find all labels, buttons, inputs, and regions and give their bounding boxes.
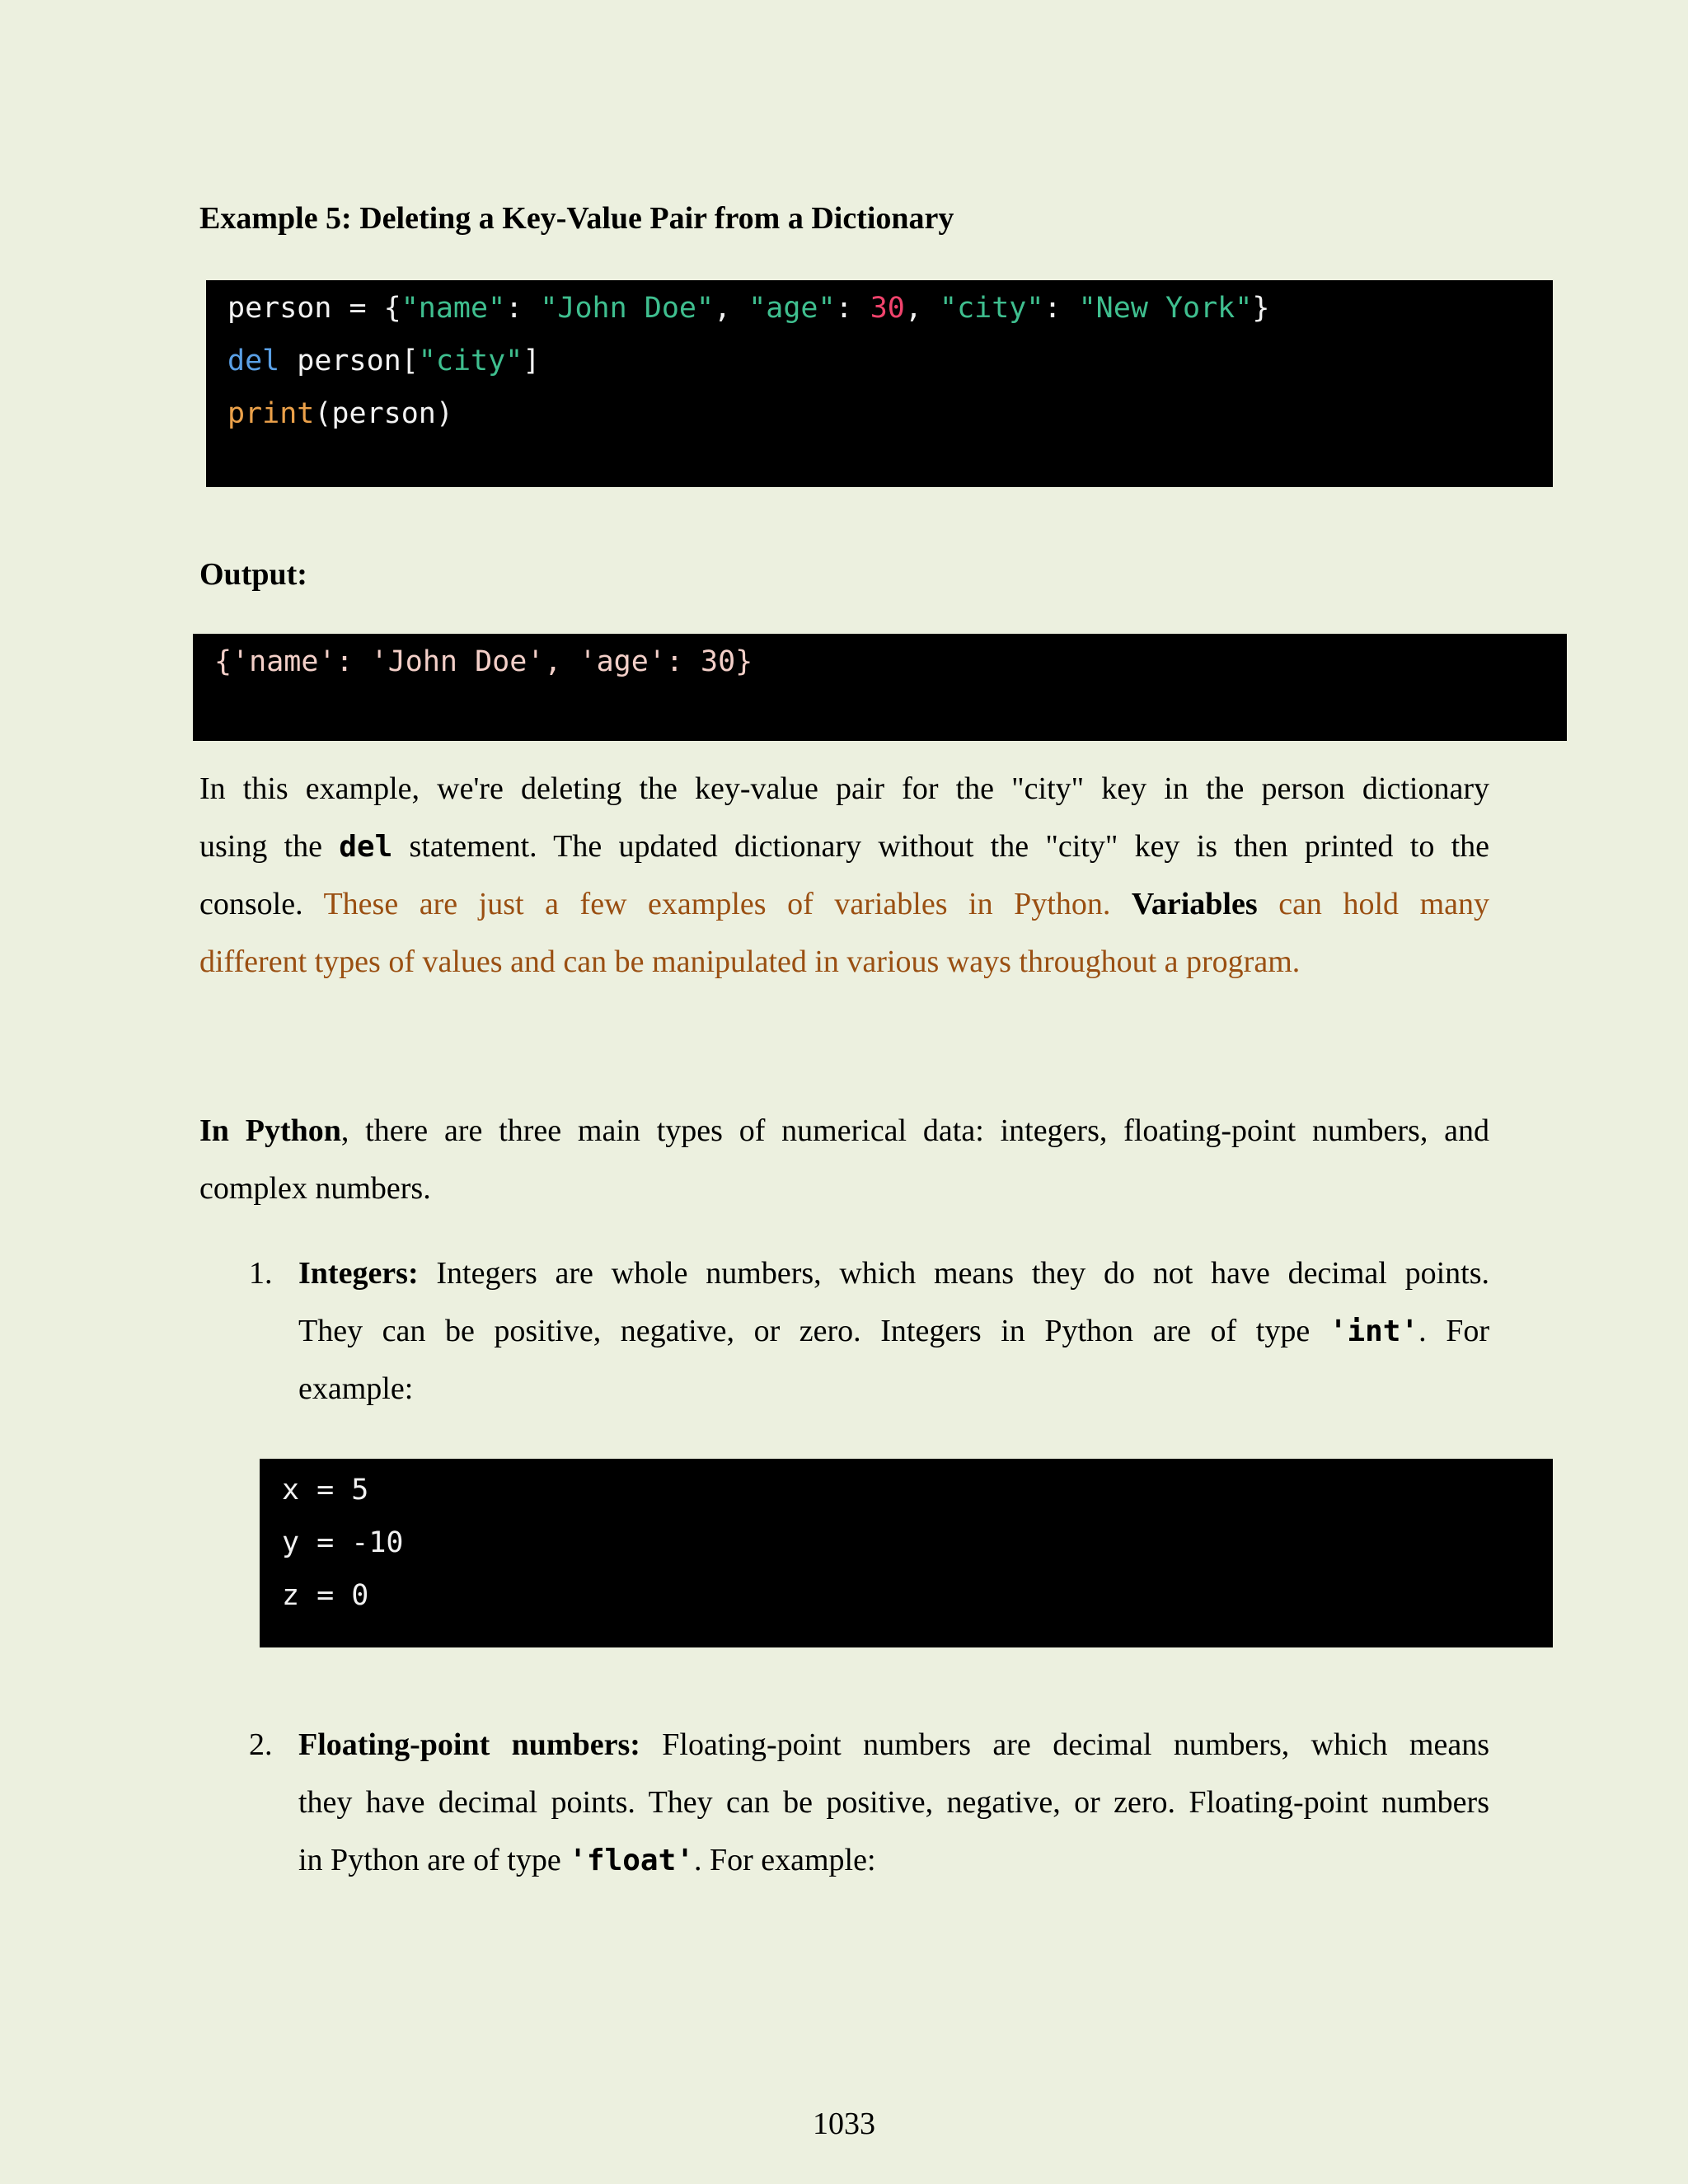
text-run: using the bbox=[199, 829, 340, 864]
code-token-keyword: del bbox=[227, 344, 280, 377]
output-line: {'name': 'John Doe', 'age': 30} bbox=[214, 645, 753, 678]
section-heading: Example 5: Deleting a Key-Value Pair from a Dictionary bbox=[199, 201, 954, 236]
output-block bbox=[193, 634, 1567, 741]
paragraph-line bbox=[199, 875, 1489, 933]
code-token: person[ bbox=[279, 344, 419, 377]
code-token-string: "city" bbox=[418, 344, 523, 377]
code-line-1: x = 5 bbox=[282, 1474, 369, 1507]
bold-term: Variables bbox=[1131, 887, 1258, 921]
code-line-1 bbox=[227, 282, 1553, 335]
code-token: ] bbox=[523, 344, 541, 377]
page-number: 1033 bbox=[813, 2107, 875, 2141]
code-token: , bbox=[714, 292, 749, 325]
paragraph-line bbox=[298, 1302, 1489, 1360]
code-line-2: y = -10 bbox=[282, 1526, 404, 1559]
text-run: Floating-point numbers are decimal numbers, which means bbox=[640, 1727, 1489, 1762]
code-token-number: 30 bbox=[870, 292, 905, 325]
paragraph-line bbox=[298, 1831, 1489, 1889]
list-item-floats bbox=[298, 1716, 1489, 1889]
code-token-string: "name" bbox=[401, 292, 506, 325]
paragraph-line bbox=[199, 1102, 1489, 1160]
code-token: , bbox=[904, 292, 940, 325]
list-number: 2. bbox=[249, 1727, 273, 1762]
code-block-delete-example bbox=[206, 280, 1553, 487]
inline-code: del bbox=[339, 830, 393, 864]
text-run: . For example: bbox=[693, 1843, 876, 1877]
paragraph-line: they have decimal points. They can be positive, negative, or zero. Floating-point numbers bbox=[298, 1785, 1489, 1820]
code-token-string: "New York" bbox=[1078, 292, 1253, 325]
highlighted-text: can hold many bbox=[1278, 887, 1490, 921]
inline-code: 'float' bbox=[569, 1844, 694, 1877]
inline-code: 'int' bbox=[1329, 1315, 1419, 1348]
code-token-function: print bbox=[227, 397, 315, 430]
text-run: . For bbox=[1418, 1314, 1489, 1348]
code-token: : bbox=[1043, 292, 1079, 325]
code-token-string: "age" bbox=[748, 292, 836, 325]
code-line-3 bbox=[227, 387, 1553, 440]
code-token: : bbox=[835, 292, 870, 325]
list-item-title: Integers: bbox=[298, 1256, 419, 1291]
output-label: Output: bbox=[199, 557, 307, 592]
text-run: statement. The updated dictionary without the "city" key is then printed to the bbox=[392, 829, 1489, 864]
code-token: (person) bbox=[314, 397, 453, 430]
list-item-integers bbox=[298, 1244, 1489, 1418]
text-run: in Python are of type bbox=[298, 1843, 570, 1877]
list-number: 1. bbox=[249, 1256, 273, 1291]
highlighted-text: These are just a few examples of variables in Python. bbox=[323, 887, 1111, 921]
text-run: , there are three main types of numerical data: integers, floating-point numbers, and bbox=[340, 1113, 1489, 1148]
paragraph-line: different types of values and can be manipulated in various ways throughout a program. bbox=[199, 944, 1301, 979]
list-item-title: Floating-point numbers: bbox=[298, 1727, 640, 1762]
paragraph-line bbox=[199, 818, 1489, 875]
code-token: person = { bbox=[227, 292, 401, 325]
paragraph-line: example: bbox=[298, 1371, 414, 1406]
paragraph-line bbox=[298, 1716, 1489, 1774]
paragraph-line: In this example, we're deleting the key-value pair for the "city" key in the person dictionary bbox=[199, 771, 1489, 806]
code-token: } bbox=[1252, 292, 1270, 325]
code-token: : bbox=[505, 292, 541, 325]
paragraph-line: complex numbers. bbox=[199, 1171, 431, 1206]
bold-term: In Python bbox=[199, 1113, 341, 1148]
explanation-paragraph bbox=[199, 760, 1489, 991]
code-line-3: z = 0 bbox=[282, 1579, 369, 1612]
text-run: Integers are whole numbers, which means they do not have decimal points. bbox=[418, 1256, 1489, 1291]
code-token-string: "John Doe" bbox=[540, 292, 715, 325]
code-line-2 bbox=[227, 335, 1553, 387]
text-run: console. bbox=[199, 887, 324, 921]
text-run: They can be positive, negative, or zero. Integers in Python are of type bbox=[298, 1314, 1329, 1348]
code-token-string: "city" bbox=[940, 292, 1044, 325]
code-block-integers bbox=[260, 1459, 1553, 1647]
paragraph-line bbox=[298, 1244, 1489, 1302]
numerical-types-intro bbox=[199, 1102, 1489, 1217]
